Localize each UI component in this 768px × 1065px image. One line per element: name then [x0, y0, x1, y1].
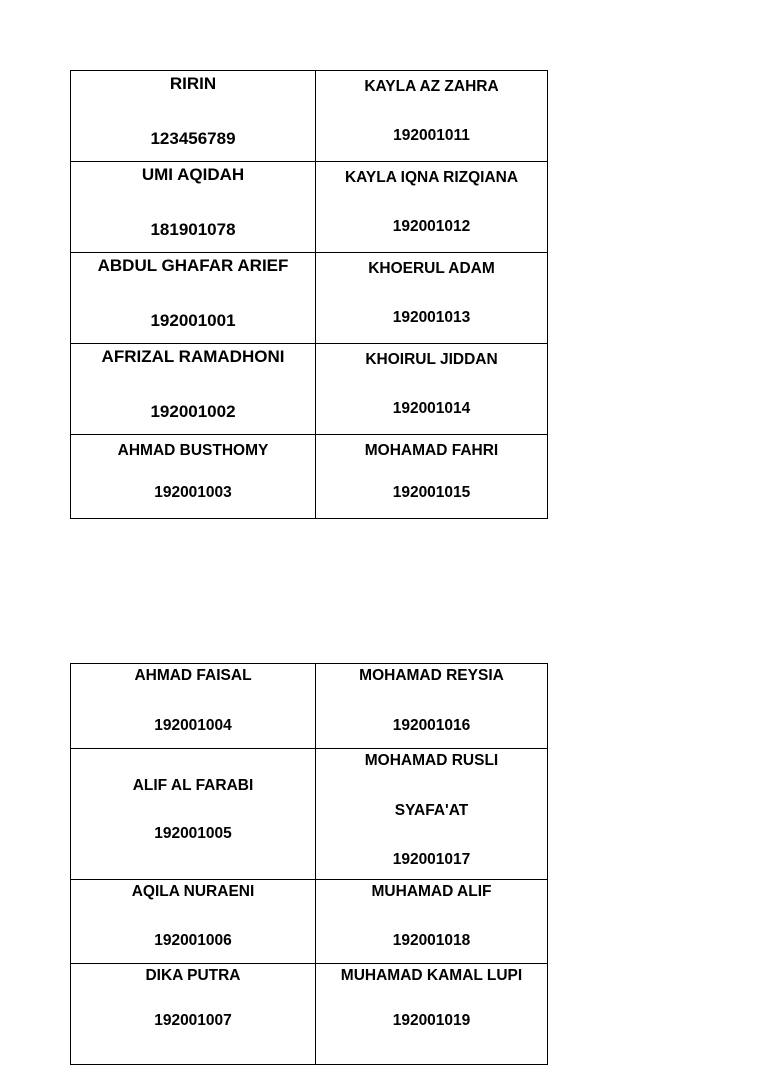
student-id: 192001012: [392, 218, 471, 235]
student-cell: [71, 880, 316, 964]
table-row: [71, 664, 548, 749]
table-row: [71, 162, 548, 253]
student-cell: [71, 435, 316, 519]
student-name: ALIF AL FARABI: [132, 777, 254, 794]
student-id: 192001016: [392, 717, 471, 734]
table-row: [71, 435, 548, 519]
student-id: 192001004: [154, 717, 232, 734]
student-name: KAYLA AZ ZAHRA: [364, 78, 499, 95]
student-table-2: [70, 663, 548, 1065]
student-cell: [316, 664, 548, 749]
student-cell: [316, 435, 548, 519]
student-name: MOHAMAD RUSLI: [364, 752, 499, 769]
student-name: RIRIN: [169, 74, 217, 93]
student-cell: [316, 964, 548, 1065]
student-id: 192001001: [150, 311, 236, 330]
student-name: MUHAMAD ALIF: [371, 883, 492, 900]
student-cell: [316, 880, 548, 964]
table-row: [71, 253, 548, 344]
student-cell: [316, 749, 548, 880]
student-name: AFRIZAL RAMADHONI: [101, 347, 285, 366]
student-id: 192001013: [392, 309, 471, 326]
student-name: DIKA PUTRA: [145, 967, 241, 984]
student-id: 192001003: [154, 484, 232, 501]
student-name: KHOERUL ADAM: [368, 260, 495, 277]
student-name: KAYLA IQNA RIZQIANA: [344, 169, 519, 186]
table-row: [71, 71, 548, 162]
student-cell: [71, 71, 316, 162]
student-name-continued: SYAFA'AT: [394, 801, 469, 819]
student-cell: [316, 253, 548, 344]
student-id: 192001019: [392, 1012, 471, 1029]
student-cell: [71, 162, 316, 253]
student-cell: [316, 344, 548, 435]
student-id: 192001014: [392, 400, 471, 417]
student-id: 192001015: [392, 484, 471, 501]
student-name: AHMAD BUSTHOMY: [117, 442, 269, 459]
student-cell: [71, 964, 316, 1065]
student-id: 181901078: [150, 220, 236, 239]
student-cell: [71, 344, 316, 435]
table-row: [71, 964, 548, 1065]
student-name: AHMAD FAISAL: [134, 667, 252, 684]
student-cell: [71, 749, 316, 880]
student-cell: [316, 71, 548, 162]
table-row: [71, 749, 548, 880]
student-cell: [71, 253, 316, 344]
student-id: 123456789: [150, 129, 236, 148]
student-id: 192001018: [392, 932, 471, 949]
student-id: 192001006: [154, 932, 232, 949]
student-name: MOHAMAD FAHRI: [364, 442, 499, 459]
student-id: 192001017: [392, 851, 471, 868]
student-id: 192001011: [393, 127, 470, 144]
table-row: [71, 344, 548, 435]
table-row: [71, 880, 548, 964]
student-name: ABDUL GHAFAR ARIEF: [97, 256, 289, 275]
student-name: KHOIRUL JIDDAN: [365, 351, 498, 368]
student-name: MOHAMAD REYSIA: [359, 667, 504, 684]
student-id: 192001005: [154, 825, 232, 842]
student-table-1: [70, 70, 548, 519]
student-cell: [71, 664, 316, 749]
student-cell: [316, 162, 548, 253]
student-id: 192001007: [154, 1012, 232, 1029]
student-id: 192001002: [150, 402, 236, 421]
student-name: MUHAMAD KAMAL LUPI: [340, 967, 523, 984]
student-name: UMI AQIDAH: [141, 165, 245, 184]
student-name: AQILA NURAENI: [131, 883, 255, 900]
